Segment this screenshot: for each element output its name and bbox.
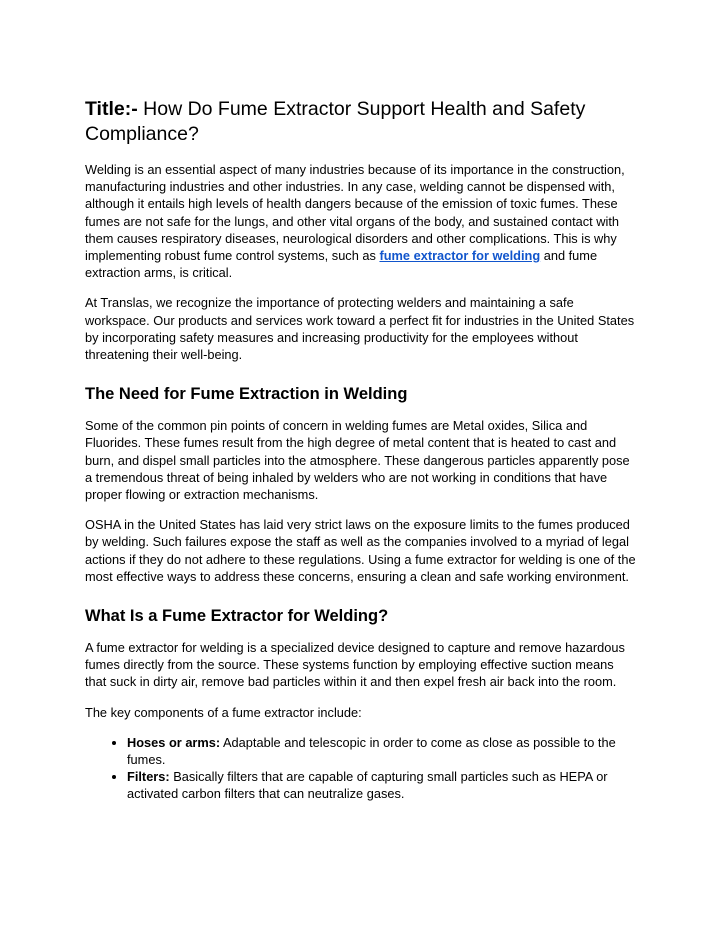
list-item-term: Hoses or arms: — [127, 734, 221, 750]
list-item-desc: Adaptable and telescopic in order to come as close as possible to the fumes. — [127, 734, 616, 768]
components-list — [85, 734, 637, 803]
list-item — [127, 768, 637, 802]
fume-extractor-link[interactable]: fume extractor for welding — [379, 248, 541, 264]
document-page — [85, 97, 637, 803]
section-need-paragraph-1: Some of the common pin points of concern in welding fumes are Metal oxides, Silica and Fluorides. These fumes result from the high degree of metal content that is heated to cast and burn, and dispel small particles into the atmosphere. These dangerous particles apparently pose a tremendous threat of being inhaled by welders who are not working in conditions that have proper flowing or extraction mechanisms. — [85, 418, 630, 503]
intro-text-after-link: and fume extraction arms, is critical. — [85, 248, 598, 281]
section-what-paragraph-2: The key components of a fume extractor include: — [85, 704, 362, 720]
list-item-term: Filters: — [127, 769, 170, 785]
list-item-desc: Basically filters that are capable of capturing small particles such as HEPA or activated carbon filters that can neutralize gases. — [127, 769, 608, 802]
section-what-paragraph-1: A fume extractor for welding is a specialized device designed to capture and remove hazardous fumes directly from the source. These systems function by employing effective suction means that suck in dirty air, remove bad particles within it and then expel fresh air back into the room. — [85, 640, 625, 690]
section-need-paragraph-2: OSHA in the United States has laid very strict laws on the exposure limits to the fumes produced by welding. Such failures expose the staff as well as the companies involved to a myriad of legal actions if they do not adhere to these regulations. Using a fume extractor for welding is one of the most effective ways to address these concerns, ensuring a clean and safe working environment. — [85, 517, 636, 584]
section-need-heading: The Need for Fume Extraction in Welding — [85, 385, 408, 404]
section-need — [85, 383, 637, 585]
list-item — [127, 734, 637, 768]
document-title — [85, 97, 637, 147]
section-what-heading: What Is a Fume Extractor for Welding? — [85, 607, 389, 626]
intro-text-before-link: Welding is an essential aspect of many industries because of its importance in the construction, manufacturing industries and other industries. In any case, welding cannot be dispensed with, although it entails high levels of health dangers because of the emission of toxic fumes. These fumes are not safe for the lungs, and other vital organs of the body, and sustained contact with them causes respiratory diseases, neurological disorders and other complications. This is why implementing robust fume control systems, such as — [85, 162, 625, 264]
intro-paragraph-1 — [85, 161, 637, 281]
title-text: How Do Fume Extractor Support Health and Safety Compliance? — [85, 98, 586, 145]
section-what — [85, 605, 637, 803]
intro-paragraph-2: At Translas, we recognize the importance of protecting welders and maintaining a safe workspace. Our products and services work toward a perfect fit for industries in the United States by incorporating safety measures and increasing productivity for the employees without threatening their well-being. — [85, 295, 635, 363]
title-lead: Title:- — [85, 98, 138, 120]
